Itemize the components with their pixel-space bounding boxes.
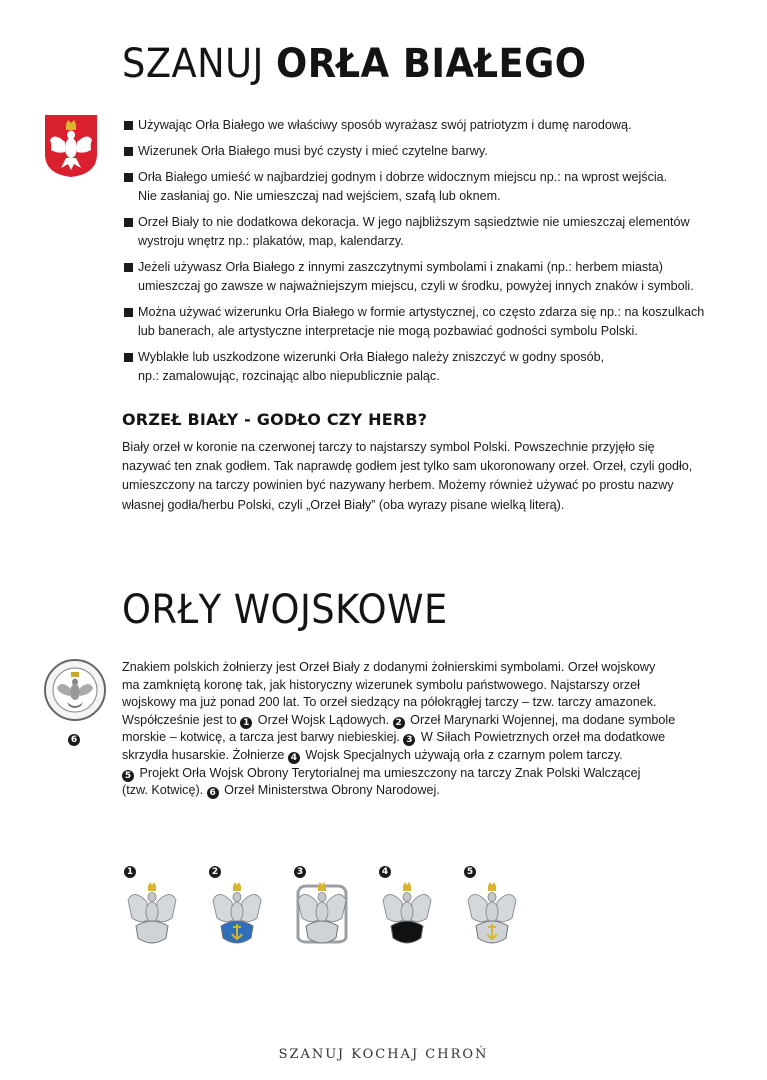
badge-number: 1 (124, 866, 136, 878)
bullet-square-icon (124, 353, 133, 362)
paragraph-text: Orzeł Wojsk Lądowych. (254, 712, 393, 727)
godlo-paragraph (122, 438, 732, 515)
paragraph-text: Orzeł Ministerstwa Obrony Narodowej. (220, 783, 440, 798)
rule-item (124, 213, 734, 251)
paragraph-line: Biały orzeł w koronie na czerwonej tarczy to najstarszy symbol Polski. Powszechnie przyjęło się (122, 440, 655, 454)
number-circle-badge: 4 (288, 752, 300, 764)
bullet-square-icon (124, 218, 133, 227)
rule-line: Orła Białego umieść w najbardziej godnym i dobrze widocznym miejscu np.: na wprost wejścia. (138, 170, 668, 184)
rule-line: Można używać wizerunku Orła Białego w formie artystycznej, co często zdarza się np.: na koszulkach (138, 305, 705, 319)
paragraph-line: własnej godła/herbu Polski, czyli „Orzeł Biały” (oba wyrazy pisane wielką literą). (122, 497, 565, 512)
badge-number: 2 (209, 866, 221, 878)
title-bold: ORŁA BIAŁEGO (275, 41, 587, 87)
rule-item (124, 142, 734, 161)
rule-line: Nie zasłaniaj go. Nie umieszczaj nad wejściem, szafą lub oknem. (138, 189, 501, 203)
paragraph-text: Wojsk Specjalnych używają orła z czarnym polem tarczy. (301, 747, 623, 762)
section-heading-godlo: ORZEŁ BIAŁY - GODŁO CZY HERB? (122, 410, 428, 429)
page-title (122, 40, 587, 88)
number-circle-badge: 5 (122, 770, 134, 782)
paragraph-text: ma zamkniętą koronę tak, jak historyczny wizerunek symbolu państwowego. Najstarszy orzeł (122, 677, 640, 692)
paragraph-text: (tzw. Kotwicę). (122, 783, 207, 798)
military-badge (460, 866, 520, 966)
rule-item (124, 116, 734, 135)
rule-line: Orzeł Biały to nie dodatkowa dekoracja. W jego najbliższym sąsiedztwie nie umieszczaj elementów (138, 215, 690, 229)
military-paragraph (122, 659, 732, 800)
paragraph-text: skrzydła husarskie. Żołnierze (122, 747, 288, 762)
military-badges-row (120, 866, 540, 966)
ministry-seal-icon (43, 658, 107, 722)
eagle-army-badge-icon (122, 880, 182, 960)
military-badge (205, 866, 265, 966)
rule-item (124, 168, 734, 206)
paragraph-text: W Siłach Powietrznych orzeł ma dodatkowe (417, 730, 666, 745)
number-circle-badge: 1 (240, 717, 252, 729)
paragraph-text: Orzeł Marynarki Wojennej, ma dodane symbole (406, 712, 676, 727)
eagle-special-forces-badge-icon (377, 880, 437, 960)
rule-line: Wizerunek Orła Białego musi być czysty i mieć czytelne barwy. (138, 144, 488, 158)
military-badge (290, 866, 350, 966)
paragraph-line: nazywać ten znak godłem. Tak naprawdę godłem jest tylko sam ukoronowany orzeł. Orzeł, czyli godło, (122, 459, 693, 474)
polish-coat-of-arms-icon (44, 114, 98, 178)
rule-line: np.: zamalowując, rozcinając albo niepublicznie paląc. (138, 369, 440, 383)
paragraph-line: umieszczony na tarczy powinien być nazywany herbem. Możemy również używać po prostu nazwy (122, 478, 674, 493)
rule-line: umieszczaj go zawsze w najważniejszym miejscu, czyli w środku, powyżej innych znaków i symboli. (138, 279, 694, 293)
rule-line: Jeżeli używasz Orła Białego z innymi zaszczytnymi symbolami i znakami (np.: herbem miasta) (138, 260, 663, 274)
paragraph-text: Współcześnie jest to (122, 712, 241, 727)
rule-line: Wyblakłe lub uszkodzone wizerunki Orła Białego należy zniszczyć w godny sposób, (138, 350, 605, 364)
footer-motto: SZANUJ KOCHAJ CHROŃ (278, 1047, 489, 1062)
title-prefix: SZANUJ (122, 41, 264, 87)
military-badge (120, 866, 180, 966)
bullet-square-icon (124, 308, 133, 317)
bullet-square-icon (124, 147, 133, 156)
rule-line: Używając Orła Białego we właściwy sposób wyrażasz swój patriotyzm i dumę narodową. (138, 118, 632, 132)
rule-line: lub banerach, ale artystyczne interpretacje nie mogą pozbawiać godności symbolu Polski. (138, 324, 638, 338)
number-circle-badge: 2 (393, 717, 405, 729)
eagle-airforce-badge-icon (292, 880, 352, 960)
eagle-navy-badge-icon (207, 880, 267, 960)
eagle-territorial-badge-icon (462, 880, 522, 960)
section-title-military: ORŁY WOJSKOWE (122, 587, 448, 633)
paragraph-text: morskie – kotwicę, a tarcza jest barwy niebieskiej. (122, 730, 404, 745)
rule-item (124, 258, 734, 296)
badge-number: 3 (294, 866, 306, 878)
bullet-square-icon (124, 173, 133, 182)
rule-line: wystroju wnętrz np.: plakatów, map, kalendarzy. (138, 234, 404, 248)
paragraph-text: Znakiem polskich żołnierzy jest Orzeł Biały z dodanymi żołnierskimi symbolami. Orzeł wojskowy (122, 660, 656, 674)
number-circle-badge: 6 (207, 787, 219, 799)
badge-number: 4 (379, 866, 391, 878)
paragraph-text: Projekt Orła Wojsk Obrony Terytorialnej ma umieszczony na tarczy Znak Polski Walczącej (136, 765, 641, 780)
rules-list (124, 116, 734, 393)
rule-item (124, 348, 734, 386)
seal-number-badge: 6 (68, 734, 80, 746)
paragraph-text: wojskowy ma już ponad 200 lat. To orzeł siedzący na półokrągłej tarczy – tzw. tarczy amazonek. (122, 695, 657, 710)
number-circle-badge: 3 (403, 734, 415, 746)
badge-number: 5 (464, 866, 476, 878)
rule-item (124, 303, 734, 341)
bullet-square-icon (124, 263, 133, 272)
bullet-square-icon (124, 121, 133, 130)
military-badge (375, 866, 435, 966)
